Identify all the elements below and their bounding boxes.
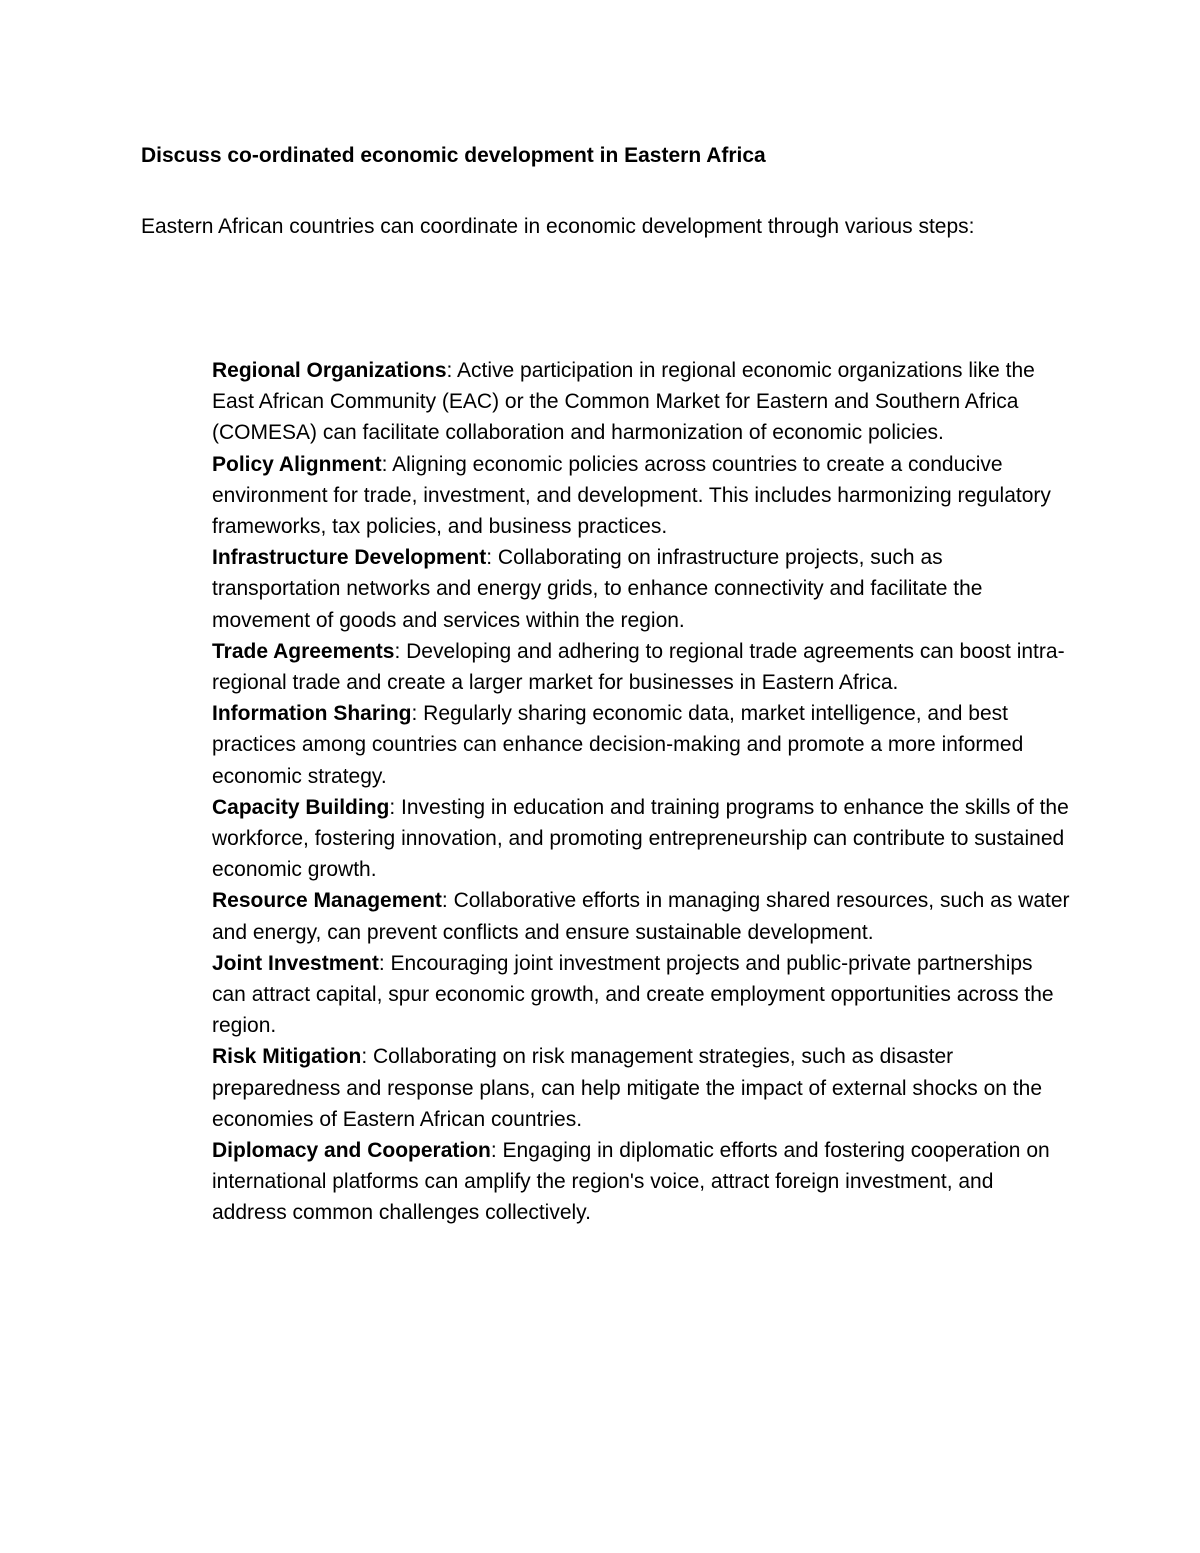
point-term: Resource Management (212, 889, 442, 913)
list-item (212, 636, 1072, 698)
list-item (212, 885, 1072, 947)
point-text: : Collaborating on infrastructure projects, such as transportation networks and energy grids, to enhance connectivity and facilitate the movement of goods and services within the region. (212, 546, 983, 632)
document-title: Discuss co-ordinated economic development in Eastern Africa (141, 144, 766, 167)
point-term: Capacity Building (212, 795, 390, 819)
list-item (212, 948, 1072, 1042)
point-text: : Collaborative efforts in managing shared resources, such as water and energy, can prevent conflicts and ensure sustainable development. (212, 889, 1070, 944)
list-item (212, 698, 1072, 792)
list-item (212, 542, 1072, 636)
point-text: : Encouraging joint investment projects and public-private partnerships can attract capital, spur economic growth, and create employment opportunities across the region. (212, 951, 1054, 1038)
point-term: Infrastructure Development (212, 546, 487, 570)
point-term: Joint Investment (212, 951, 379, 975)
list-item (212, 449, 1072, 543)
list-item (212, 1041, 1072, 1135)
point-text: : Developing and adhering to regional trade agreements can boost intra-regional trade and create a larger market for businesses in Eastern Africa. (212, 639, 1065, 695)
list-item (212, 792, 1072, 886)
point-term: Risk Mitigation (212, 1045, 362, 1069)
point-text: : Collaborating on risk management strategies, such as disaster preparedness and response plans, can help mitigate the impact of external shocks on the economies of Eastern African countries. (212, 1045, 1043, 1131)
intro-paragraph: Eastern African countries can coordinate in economic development through various steps: (141, 215, 975, 238)
point-term: Diplomacy and Cooperation (212, 1139, 491, 1163)
point-term: Information Sharing (212, 702, 412, 726)
point-text: : Engaging in diplomatic efforts and fostering cooperation on international platforms can amplify the region's voice, attract foreign investment, and address common challenges collectively. (212, 1139, 1050, 1225)
point-text: : Investing in education and training programs to enhance the skills of the workforce, fostering innovation, and promoting entrepreneurship can contribute to sustained economic growth. (212, 795, 1069, 882)
point-term: Trade Agreements (212, 639, 395, 663)
point-text: : Aligning economic policies across countries to create a conducive environment for trade, investment, and development. This includes harmonizing regulatory frameworks, tax policies, and business practices. (212, 452, 1051, 539)
point-term: Policy Alignment (212, 452, 382, 476)
point-term: Regional Organizations (212, 359, 447, 382)
list-item (212, 355, 1072, 449)
list-item (212, 1135, 1072, 1229)
point-text: : Regularly sharing economic data, market intelligence, and best practices among countries can enhance decision-making and promote a more informed economic strategy. (212, 702, 1024, 788)
point-text: : Active participation in regional economic organizations like the East African Community (EAC) or the Common Market for Eastern and Southern Africa (COMESA) can facilitate collaboration and harmonization of economic policies. (212, 359, 1035, 445)
steps-list (212, 355, 1072, 1229)
